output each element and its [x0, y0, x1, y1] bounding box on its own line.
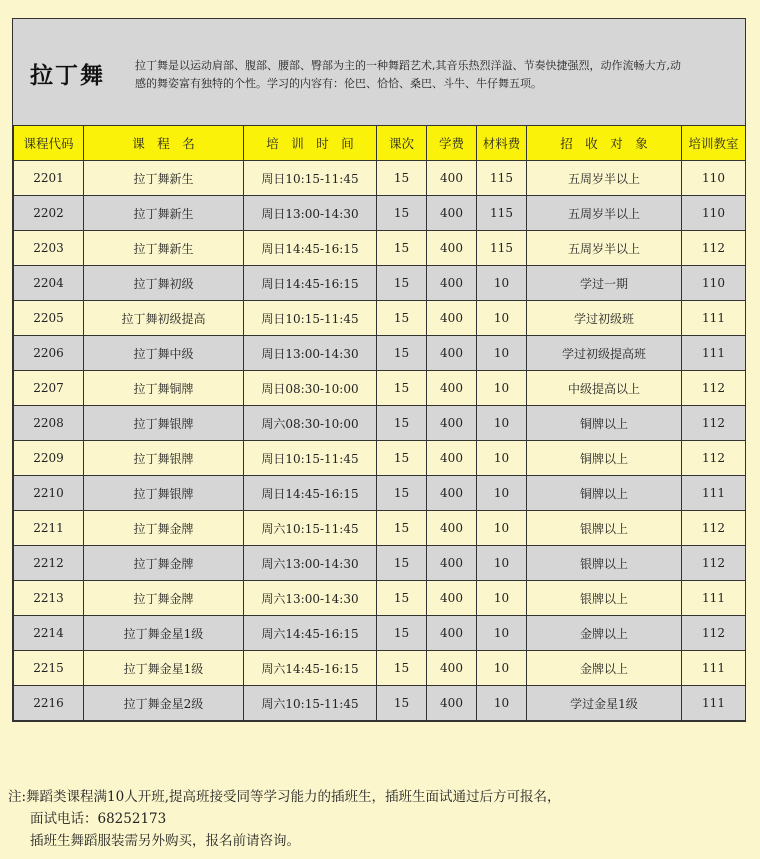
- table-row: [14, 616, 746, 651]
- tuition-cell: 400: [427, 336, 477, 371]
- column-header-material-fee: 材料费: [477, 126, 527, 161]
- training-time-cell: 周六14:45-16:15: [244, 616, 377, 651]
- target-students-cell: 铜牌以上: [527, 476, 682, 511]
- course-code-cell: 2215: [14, 651, 84, 686]
- material-fee-cell: 10: [477, 371, 527, 406]
- course-code-cell: 2212: [14, 546, 84, 581]
- sessions-cell: 15: [377, 371, 427, 406]
- classroom-cell: 110: [682, 161, 746, 196]
- column-header-course-code: 课程代码: [14, 126, 84, 161]
- course-name-cell: 拉丁舞银牌: [84, 476, 244, 511]
- material-fee-cell: 10: [477, 686, 527, 721]
- classroom-cell: 112: [682, 546, 746, 581]
- sessions-cell: 15: [377, 651, 427, 686]
- table-row: [14, 441, 746, 476]
- sessions-cell: 15: [377, 161, 427, 196]
- material-fee-cell: 10: [477, 581, 527, 616]
- table-row: [14, 371, 746, 406]
- sessions-cell: 15: [377, 336, 427, 371]
- table-row: [14, 266, 746, 301]
- tuition-cell: 400: [427, 686, 477, 721]
- course-name-cell: 拉丁舞新生: [84, 196, 244, 231]
- target-students-cell: 银牌以上: [527, 546, 682, 581]
- column-header-target-students: 招 收 对 象: [527, 126, 682, 161]
- note-line: 插班生舞蹈服装需另外购买，报名前请咨询。: [30, 833, 300, 849]
- course-code-cell: 2205: [14, 301, 84, 336]
- target-students-cell: 学过一期: [527, 266, 682, 301]
- course-name-cell: 拉丁舞初级提高: [84, 301, 244, 336]
- classroom-cell: 112: [682, 511, 746, 546]
- table-body: [14, 161, 746, 721]
- tuition-cell: 400: [427, 616, 477, 651]
- target-students-cell: 铜牌以上: [527, 441, 682, 476]
- target-students-cell: 学过金星1级: [527, 686, 682, 721]
- sessions-cell: 15: [377, 266, 427, 301]
- material-fee-cell: 10: [477, 441, 527, 476]
- training-time-cell: 周日10:15-11:45: [244, 441, 377, 476]
- classroom-cell: 110: [682, 196, 746, 231]
- sessions-cell: 15: [377, 616, 427, 651]
- course-code-cell: 2201: [14, 161, 84, 196]
- course-code-cell: 2209: [14, 441, 84, 476]
- tuition-cell: 400: [427, 546, 477, 581]
- material-fee-cell: 10: [477, 266, 527, 301]
- material-fee-cell: 10: [477, 336, 527, 371]
- training-time-cell: 周六10:15-11:45: [244, 511, 377, 546]
- table-row: [14, 161, 746, 196]
- classroom-cell: 111: [682, 336, 746, 371]
- course-name-cell: 拉丁舞铜牌: [84, 371, 244, 406]
- target-students-cell: 银牌以上: [527, 581, 682, 616]
- course-name-cell: 拉丁舞金牌: [84, 581, 244, 616]
- column-header-tuition: 学费: [427, 126, 477, 161]
- tuition-cell: 400: [427, 371, 477, 406]
- course-code-cell: 2213: [14, 581, 84, 616]
- column-header-sessions: 课次: [377, 126, 427, 161]
- training-time-cell: 周日13:00-14:30: [244, 336, 377, 371]
- classroom-cell: 112: [682, 231, 746, 266]
- classroom-cell: 110: [682, 266, 746, 301]
- note-line: 注:舞蹈类课程满10人开班,提高班接受同等学习能力的插班生，插班生面试通过后方可报名，: [8, 789, 561, 805]
- course-name-cell: 拉丁舞金星1级: [84, 616, 244, 651]
- tuition-cell: 400: [427, 161, 477, 196]
- classroom-cell: 111: [682, 686, 746, 721]
- description-line: 拉丁舞是以运动肩部、腹部、腰部、臀部为主的一种舞蹈艺术,其音乐热烈洋溢、节奏快捷强烈，动作流畅大方,动: [135, 59, 681, 72]
- tuition-cell: 400: [427, 231, 477, 266]
- sessions-cell: 15: [377, 546, 427, 581]
- material-fee-cell: 10: [477, 511, 527, 546]
- table-row: [14, 231, 746, 266]
- material-fee-cell: 115: [477, 196, 527, 231]
- page-title: 拉丁舞: [30, 63, 105, 89]
- training-time-cell: 周日14:45-16:15: [244, 231, 377, 266]
- course-code-cell: 2206: [14, 336, 84, 371]
- material-fee-cell: 10: [477, 476, 527, 511]
- tuition-cell: 400: [427, 196, 477, 231]
- table-row: [14, 686, 746, 721]
- tuition-cell: 400: [427, 581, 477, 616]
- tuition-cell: 400: [427, 301, 477, 336]
- tuition-cell: 400: [427, 266, 477, 301]
- table-header-row: [14, 126, 746, 161]
- sessions-cell: 15: [377, 231, 427, 266]
- tuition-cell: 400: [427, 441, 477, 476]
- course-name-cell: 拉丁舞中级: [84, 336, 244, 371]
- sessions-cell: 15: [377, 301, 427, 336]
- target-students-cell: 金牌以上: [527, 651, 682, 686]
- target-students-cell: 中级提高以上: [527, 371, 682, 406]
- material-fee-cell: 10: [477, 406, 527, 441]
- material-fee-cell: 10: [477, 651, 527, 686]
- classroom-cell: 111: [682, 581, 746, 616]
- target-students-cell: 铜牌以上: [527, 406, 682, 441]
- target-students-cell: 五周岁半以上: [527, 231, 682, 266]
- training-time-cell: 周日10:15-11:45: [244, 301, 377, 336]
- training-time-cell: 周六13:00-14:30: [244, 581, 377, 616]
- material-fee-cell: 10: [477, 616, 527, 651]
- classroom-cell: 112: [682, 616, 746, 651]
- course-name-cell: 拉丁舞银牌: [84, 441, 244, 476]
- column-header-course-name: 课 程 名: [84, 126, 244, 161]
- course-code-cell: 2211: [14, 511, 84, 546]
- sessions-cell: 15: [377, 196, 427, 231]
- column-header-training-time: 培 训 时 间: [244, 126, 377, 161]
- table-row: [14, 476, 746, 511]
- classroom-cell: 112: [682, 441, 746, 476]
- tuition-cell: 400: [427, 476, 477, 511]
- course-name-cell: 拉丁舞新生: [84, 231, 244, 266]
- table-row: [14, 301, 746, 336]
- target-students-cell: 五周岁半以上: [527, 161, 682, 196]
- material-fee-cell: 115: [477, 161, 527, 196]
- table-row: [14, 651, 746, 686]
- training-time-cell: 周日10:15-11:45: [244, 161, 377, 196]
- table-row: [14, 581, 746, 616]
- course-code-cell: 2202: [14, 196, 84, 231]
- tuition-cell: 400: [427, 651, 477, 686]
- target-students-cell: 五周岁半以上: [527, 196, 682, 231]
- course-name-cell: 拉丁舞金牌: [84, 511, 244, 546]
- table-row: [14, 546, 746, 581]
- course-code-cell: 2210: [14, 476, 84, 511]
- training-time-cell: 周日14:45-16:15: [244, 266, 377, 301]
- training-time-cell: 周日13:00-14:30: [244, 196, 377, 231]
- classroom-cell: 112: [682, 406, 746, 441]
- course-table: [13, 125, 746, 721]
- target-students-cell: 金牌以上: [527, 616, 682, 651]
- sessions-cell: 15: [377, 581, 427, 616]
- target-students-cell: 学过初级提高班: [527, 336, 682, 371]
- course-code-cell: 2204: [14, 266, 84, 301]
- table-row: [14, 511, 746, 546]
- course-name-cell: 拉丁舞金星2级: [84, 686, 244, 721]
- classroom-cell: 111: [682, 301, 746, 336]
- course-code-cell: 2208: [14, 406, 84, 441]
- course-name-cell: 拉丁舞银牌: [84, 406, 244, 441]
- sessions-cell: 15: [377, 511, 427, 546]
- course-code-cell: 2214: [14, 616, 84, 651]
- table-row: [14, 406, 746, 441]
- course-description: [135, 57, 735, 93]
- column-header-classroom: 培训教室: [682, 126, 746, 161]
- sessions-cell: 15: [377, 441, 427, 476]
- classroom-cell: 112: [682, 371, 746, 406]
- classroom-cell: 111: [682, 476, 746, 511]
- sessions-cell: 15: [377, 686, 427, 721]
- training-time-cell: 周六13:00-14:30: [244, 546, 377, 581]
- training-time-cell: 周日14:45-16:15: [244, 476, 377, 511]
- course-code-cell: 2207: [14, 371, 84, 406]
- training-time-cell: 周六10:15-11:45: [244, 686, 377, 721]
- table-row: [14, 336, 746, 371]
- description-line: 感的舞姿富有独特的个性。学习的内容有：伦巴、恰恰、桑巴、斗牛、牛仔舞五项。: [135, 77, 542, 90]
- classroom-cell: 111: [682, 651, 746, 686]
- course-panel: [12, 18, 746, 722]
- course-name-cell: 拉丁舞金牌: [84, 546, 244, 581]
- course-name-cell: 拉丁舞新生: [84, 161, 244, 196]
- contact-phone: 面试电话：68252173: [30, 811, 167, 827]
- training-time-cell: 周六08:30-10:00: [244, 406, 377, 441]
- intro-section: [13, 19, 745, 126]
- material-fee-cell: 10: [477, 546, 527, 581]
- target-students-cell: 银牌以上: [527, 511, 682, 546]
- sessions-cell: 15: [377, 476, 427, 511]
- course-name-cell: 拉丁舞金星1级: [84, 651, 244, 686]
- course-code-cell: 2203: [14, 231, 84, 266]
- training-time-cell: 周六14:45-16:15: [244, 651, 377, 686]
- table-row: [14, 196, 746, 231]
- footnote: [8, 786, 753, 852]
- tuition-cell: 400: [427, 511, 477, 546]
- sessions-cell: 15: [377, 406, 427, 441]
- tuition-cell: 400: [427, 406, 477, 441]
- training-time-cell: 周日08:30-10:00: [244, 371, 377, 406]
- target-students-cell: 学过初级班: [527, 301, 682, 336]
- course-code-cell: 2216: [14, 686, 84, 721]
- course-name-cell: 拉丁舞初级: [84, 266, 244, 301]
- material-fee-cell: 10: [477, 301, 527, 336]
- material-fee-cell: 115: [477, 231, 527, 266]
